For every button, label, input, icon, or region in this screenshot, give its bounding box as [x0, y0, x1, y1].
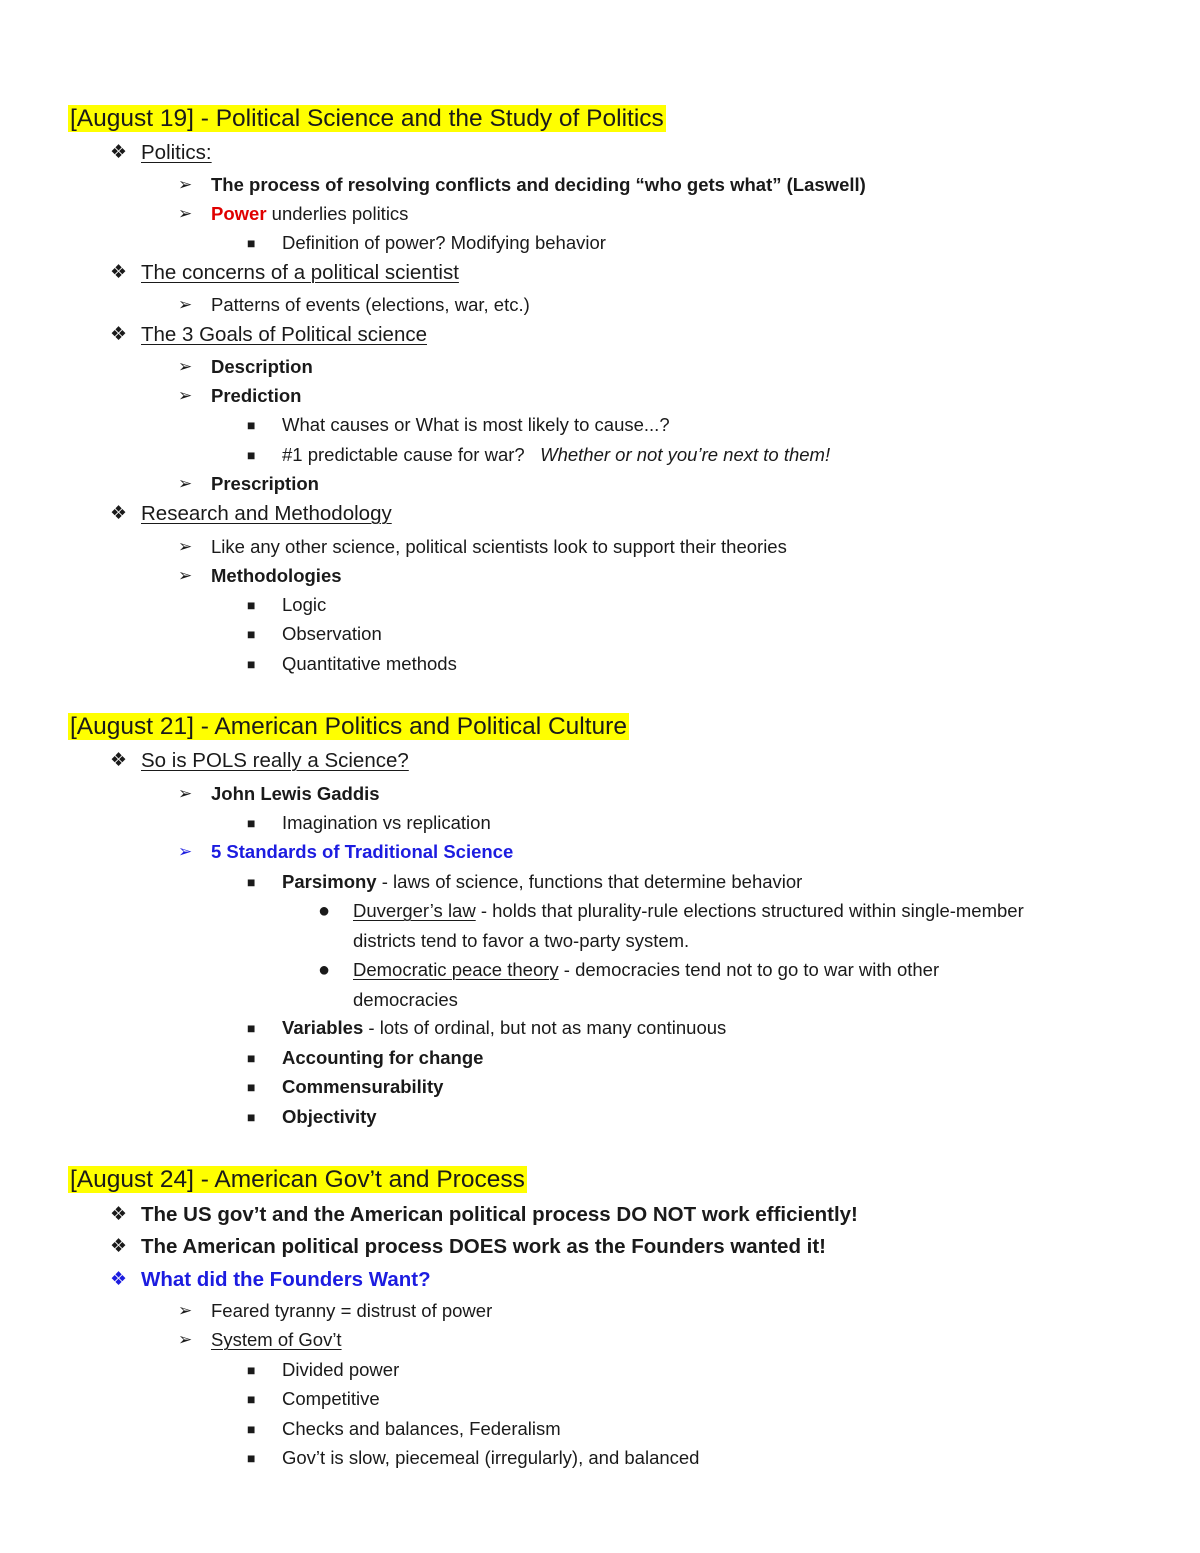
- diamond-bullet-icon: ❖: [110, 750, 128, 771]
- duvergers-law-continued: districts tend to favor a two-party system.: [353, 930, 690, 951]
- goal-description: Description: [211, 356, 313, 377]
- like-any-science: Like any other science, political scientists look to support their theories: [211, 536, 787, 557]
- divided-power: Divided power: [282, 1359, 400, 1380]
- square-bullet-icon: ■: [247, 447, 256, 463]
- arrow-bullet-icon: ➢: [178, 295, 193, 314]
- arrow-bullet-icon: ➢: [178, 204, 193, 223]
- topic-research: Research and Methodology: [141, 502, 392, 525]
- diamond-bullet-icon: ❖: [110, 503, 128, 524]
- competitive: Competitive: [282, 1388, 380, 1409]
- goal-prediction: Prediction: [211, 385, 302, 406]
- diamond-bullet-icon: ❖: [110, 1236, 128, 1257]
- arrow-bullet-icon: ➢: [178, 1301, 193, 1320]
- imagination-vs-replication: Imagination vs replication: [282, 812, 491, 833]
- diamond-bullet-icon: ❖: [110, 142, 128, 163]
- not-efficient: The US gov’t and the American political process DO NOT work efficiently!: [141, 1203, 858, 1226]
- democratic-peace-continued: democracies: [353, 989, 458, 1010]
- war-cause-question: #1 predictable cause for war? Whether or not you’re next to them!: [282, 444, 831, 465]
- diamond-bullet-icon: ❖: [110, 262, 128, 283]
- section-heading-aug-19: [August 19] - Political Science and the Study of Politics: [70, 105, 664, 132]
- arrow-bullet-icon: ➢: [178, 1330, 193, 1349]
- as-founders-wanted: The American political process DOES work as the Founders wanted it!: [141, 1235, 827, 1258]
- diamond-bullet-icon: ❖: [110, 1204, 128, 1225]
- square-bullet-icon: ■: [247, 656, 256, 672]
- govt-is-slow: Gov’t is slow, piecemeal (irregularly), and balanced: [282, 1447, 700, 1468]
- duvergers-law: Duverger’s law - holds that plurality-rule elections structured within single-member: [353, 900, 1024, 921]
- standard-parsimony: Parsimony - laws of science, functions that determine behavior: [282, 871, 803, 892]
- system-of-govt: System of Gov’t: [211, 1329, 342, 1350]
- dot-bullet-icon: ●: [318, 900, 331, 922]
- square-bullet-icon: ■: [247, 597, 256, 613]
- square-bullet-icon: ■: [247, 626, 256, 642]
- standard-commensurability: Commensurability: [282, 1076, 444, 1097]
- standard-objectivity: Objectivity: [282, 1106, 377, 1127]
- method-logic: Logic: [282, 594, 327, 615]
- standard-accounting: Accounting for change: [282, 1047, 484, 1068]
- topic-is-science: So is POLS really a Science?: [141, 749, 409, 772]
- politics-definition: The process of resolving conflicts and deciding “who gets what” (Laswell): [211, 174, 866, 195]
- feared-tyranny: Feared tyranny = distrust of power: [211, 1300, 493, 1321]
- arrow-bullet-icon: ➢: [178, 537, 193, 556]
- square-bullet-icon: ■: [247, 1109, 256, 1125]
- arrow-bullet-icon: ➢: [178, 784, 193, 803]
- arrow-bullet-icon: ➢: [178, 386, 193, 405]
- arrow-bullet-icon: ➢: [178, 474, 193, 493]
- standard-variables: Variables - lots of ordinal, but not as many continuous: [282, 1017, 727, 1038]
- method-quantitative: Quantitative methods: [282, 653, 457, 674]
- topic-politics: Politics:: [141, 141, 212, 164]
- democratic-peace-theory: Democratic peace theory - democracies tend not to go to war with other: [353, 959, 940, 980]
- diamond-bullet-icon: ❖: [110, 324, 128, 345]
- dot-bullet-icon: ●: [318, 959, 331, 981]
- square-bullet-icon: ■: [247, 1079, 256, 1095]
- square-bullet-icon: ■: [247, 417, 256, 433]
- arrow-bullet-icon: ➢: [178, 175, 193, 194]
- square-bullet-icon: ■: [247, 1362, 256, 1378]
- section-heading-aug-21: [August 21] - American Politics and Political Culture: [70, 713, 627, 740]
- square-bullet-icon: ■: [247, 235, 256, 251]
- arrow-bullet-icon: ➢: [178, 842, 193, 861]
- causes-question: What causes or What is most likely to cause...?: [282, 414, 670, 435]
- square-bullet-icon: ■: [247, 874, 256, 890]
- square-bullet-icon: ■: [247, 815, 256, 831]
- john-lewis-gaddis: John Lewis Gaddis: [211, 783, 380, 804]
- topic-concerns: The concerns of a political scientist: [141, 261, 459, 284]
- arrow-bullet-icon: ➢: [178, 357, 193, 376]
- square-bullet-icon: ■: [247, 1450, 256, 1466]
- five-standards: 5 Standards of Traditional Science: [211, 841, 514, 862]
- arrow-bullet-icon: ➢: [178, 566, 193, 585]
- square-bullet-icon: ■: [247, 1421, 256, 1437]
- topic-goals: The 3 Goals of Political science: [141, 323, 427, 346]
- diamond-bullet-icon: ❖: [110, 1269, 128, 1290]
- goal-prescription: Prescription: [211, 473, 319, 494]
- patterns-of-events: Patterns of events (elections, war, etc.): [211, 294, 530, 315]
- founders-want: What did the Founders Want?: [141, 1268, 431, 1291]
- square-bullet-icon: ■: [247, 1050, 256, 1066]
- power-definition: Definition of power? Modifying behavior: [282, 232, 606, 253]
- checks-and-balances: Checks and balances, Federalism: [282, 1418, 561, 1439]
- square-bullet-icon: ■: [247, 1020, 256, 1036]
- power-statement: Power underlies politics: [211, 203, 409, 224]
- methodologies: Methodologies: [211, 565, 342, 586]
- square-bullet-icon: ■: [247, 1391, 256, 1407]
- section-heading-aug-24: [August 24] - American Gov’t and Process: [70, 1166, 525, 1193]
- method-observation: Observation: [282, 623, 382, 644]
